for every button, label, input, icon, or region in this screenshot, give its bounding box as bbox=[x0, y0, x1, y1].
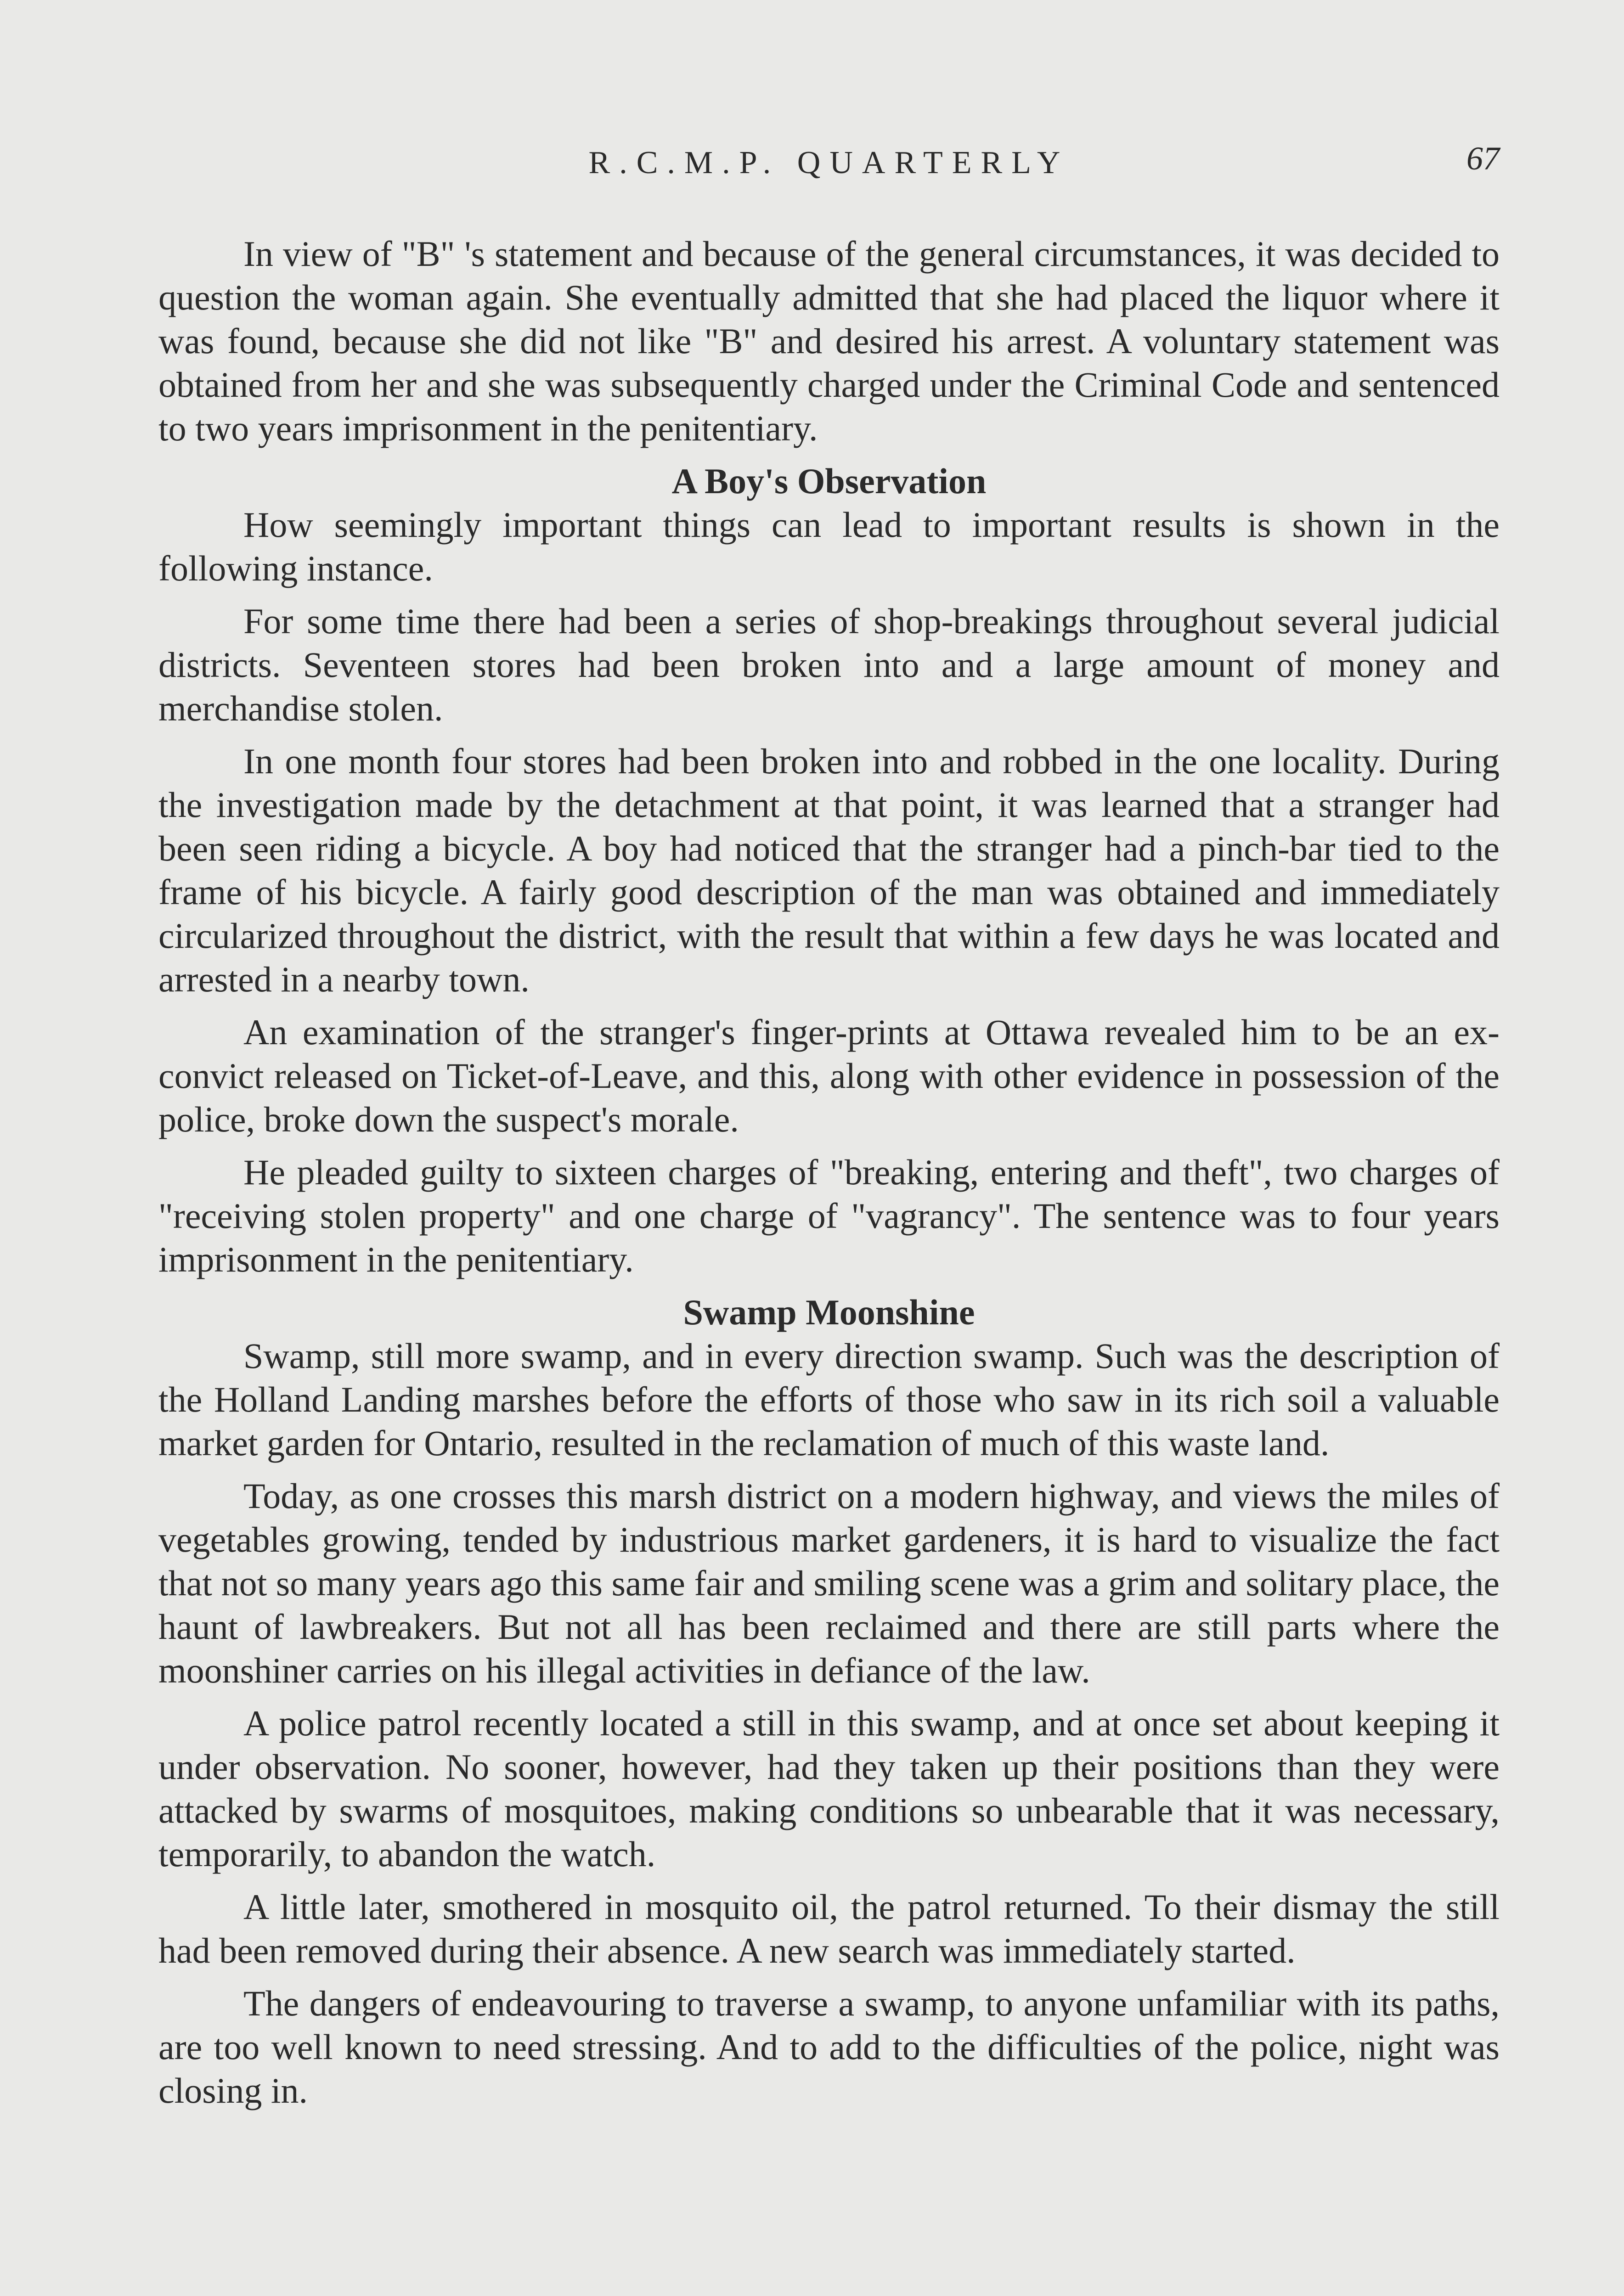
paragraph: In view of "B" 's statement and because of the general circumstances, it was decided to question the woman again. She eventually admitted that she had placed the liquor where it was found, because she did not like "B" and desired his arrest. A voluntary statement was obtained from her and she was subsequently charged under the Criminal Code and sentenced to two years imprisonment in the penitentiary. bbox=[158, 234, 1500, 448]
paragraph: An examination of the stranger's finger-prints at Ottawa revealed him to be an ex-convict released on Ticket-of-Leave, and this, along with other evidence in possession of the police, broke down the suspect's morale. bbox=[158, 1012, 1500, 1139]
running-title: R.C.M.P. QUARTERLY bbox=[588, 145, 1070, 180]
page-number: 67 bbox=[1466, 140, 1500, 177]
section-heading: Swamp Moonshine bbox=[683, 1292, 975, 1332]
article-body bbox=[158, 232, 1500, 2122]
paragraph: A little later, smothered in mosquito oil, the patrol returned. To their dismay the still had been removed during their absence. A new search was immediately started. bbox=[158, 1887, 1500, 1970]
paragraph: A police patrol recently located a still in this swamp, and at once set about keeping it under observation. No sooner, however, had they taken up their positions than they were attacked by swarms of mosquitoes, making conditions so unbearable that it was necessary, temporarily, to abandon the watch. bbox=[158, 1703, 1500, 1874]
paragraph: How seemingly important things can lead to important results is shown in the following instance. bbox=[158, 505, 1500, 588]
paragraph: He pleaded guilty to sixteen charges of "breaking, entering and theft", two charges of "receiving stolen property" and one charge of "vagrancy". The sentence was to four years imprisonment in the penitentiary. bbox=[158, 1152, 1500, 1279]
section-heading: A Boy's Observation bbox=[671, 461, 987, 501]
paragraph: The dangers of endeavouring to traverse a swamp, to anyone unfamiliar with its paths, are too well known to need stressing. And to add to the difficulties of the police, night was closing in. bbox=[158, 1983, 1500, 2110]
paragraph: In one month four stores had been broken into and robbed in the one locality. During the investigation made by the detachment at that point, it was learned that a stranger had been seen riding a bicycle. A boy had noticed that the stranger had a pinch-bar tied to the frame of his bicycle. A fairly good description of the man was obtained and immediately circularized throughout the district, with the result that within a few days he was located and arrested in a nearby town. bbox=[158, 741, 1500, 999]
paragraph: Swamp, still more swamp, and in every direction swamp. Such was the description of the Holland Landing marshes before the efforts of those who saw in its rich soil a valuable market garden for Ontario, resulted in the reclamation of much of this waste land. bbox=[158, 1336, 1500, 1463]
paragraph: For some time there had been a series of shop-breakings throughout several judicial districts. Seventeen stores had been broken into and a large amount of money and merchandise stolen. bbox=[158, 601, 1500, 728]
page-header bbox=[158, 138, 1500, 188]
paragraph: Today, as one crosses this marsh district on a modern highway, and views the miles of vegetables growing, tended by industrious market gardeners, it is hard to visualize the fact that not so many years ago this same fair and smiling scene was a grim and solitary place, the haunt of lawbreakers. But not all has been reclaimed and there are still parts where the moonshiner carries on his illegal activities in defiance of the law. bbox=[158, 1476, 1500, 1690]
